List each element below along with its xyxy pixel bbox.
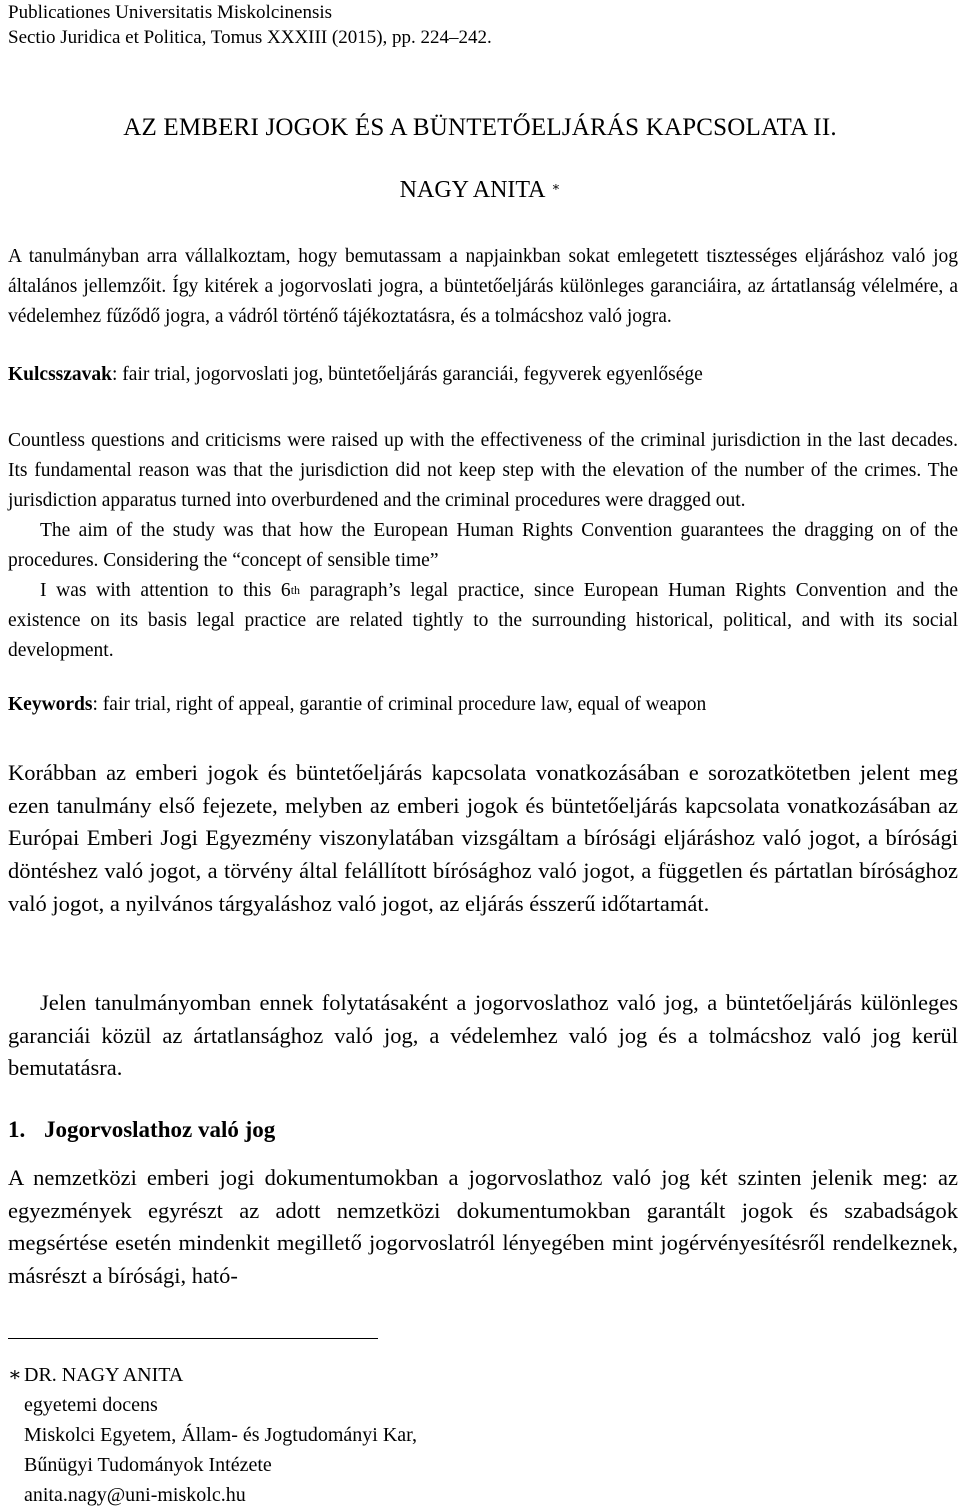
journal-volume: Sectio Juridica et Politica, Tomus XXXIII (2015), pp. 224–242.	[8, 27, 492, 48]
footnote-author-name: DR. NAGY ANITA	[24, 1364, 184, 1386]
journal-header	[8, 0, 492, 50]
abstract-en-p3-start: I was with attention to this 6	[40, 580, 291, 601]
footnote-institution: Miskolci Egyetem, Állam- és Jogtudományi Kar,	[24, 1424, 418, 1446]
keywords-hu-label: Kulcsszavak	[8, 364, 113, 385]
keywords-en-label: Keywords	[8, 694, 93, 715]
author-name: NAGY ANITA	[399, 177, 546, 203]
abstract-en-paragraph-2: The aim of the study was that how the European Human Rights Convention guarantees the dragging on of the procedures. Considering the “concept of sensible time”	[8, 520, 958, 571]
keywords-english	[8, 690, 958, 720]
footnote-author-line	[8, 1360, 417, 1390]
keywords-hungarian	[8, 360, 958, 390]
footnote-divider	[8, 1338, 378, 1339]
footnote-marker: ∗	[8, 1364, 22, 1386]
author-footnote-marker[interactable]: ∗	[551, 179, 561, 194]
abstract-en-paragraph-3	[8, 576, 958, 666]
footnote-email[interactable]: anita.nagy@uni-miskolc.hu	[24, 1484, 246, 1506]
section-1-paragraph: A nemzetközi emberi jogi dokumentumokban a jogorvoslathoz való jog két szinten jelenik meg: az egyezmények egyrészt az adott nemzetközi dokumentumokban garantált jogok és szabadságok megsértése esetén mindenkit megillető jogorvoslatról lényegében mint jogérvényesítésről rendelkeznek, másrészt a bírósági, ható-	[8, 1165, 958, 1289]
section-heading	[8, 1117, 275, 1143]
abstract-hungarian: A tanulmányban arra vállalkoztam, hogy bemutassam a napjainkban sokat emlegetett tisztességes eljáráshoz való jog általános jellemzőit. Így kitérek a jogorvoslati jogra, a büntetőeljárás különleges garanciáira, az ártatlanság vélelmére, a védelemhez fűződő jogra, a vádról történő tájékoztatásra, és a tolmácshoz való jogra.	[8, 246, 958, 327]
paper-title: AZ EMBERI JOGOK ÉS A BÜNTETŐELJÁRÁS KAPCSOLATA II.	[123, 114, 837, 141]
journal-name: Publicationes Universitatis Miskolcinensis	[8, 2, 333, 23]
intro-paragraph-2: Jelen tanulmányomban ennek folytatásaként a jogorvoslathoz való jog, a büntetőeljárás különleges garanciái közül az ártatlansághoz való jog, a védelemhez való jog és a tolmácshoz való jog kerül bemutatásra.	[8, 990, 958, 1081]
keywords-hu-text: : fair trial, jogorvoslati jog, büntetőeljárás garanciái, fegyverek egyenlősége	[112, 364, 703, 385]
intro-paragraph-1: Korábban az emberi jogok és büntetőeljárás kapcsolata vonatkozásában e sorozatkötetben jelent meg ezen tanulmány első fejezete, melyben az emberi jogok és büntetőeljárás kapcsolata vonatkozásában az Európai Emberi Jogi Egyezmény viszonylatában vizsgáltam a bírósági eljáráshoz való jogot, a bírósági döntéshez való jogot, a törvény által felállított bírósághoz való jogot, a független és pártatlan bírósághoz való jogot, a nyilvános tárgyaláshoz való jogot, az eljárás ésszerű időtartamát.	[8, 760, 958, 916]
footnote-role: egyetemi docens	[24, 1394, 158, 1416]
abstract-en-p3-end: paragraph’s legal practice, since European Human Rights Convention and the existence on its basis legal practice are related tightly to the surrounding historical, political, and with its social development.	[8, 580, 958, 661]
ordinal-suffix: th	[290, 583, 301, 597]
footnote-department: Bűnügyi Tudományok Intézete	[24, 1454, 272, 1476]
section-number: 1.	[8, 1117, 26, 1142]
footnote	[8, 1360, 417, 1510]
author-line	[0, 177, 960, 204]
keywords-en-text: : fair trial, right of appeal, garantie of criminal procedure law, equal of weapon	[92, 694, 707, 715]
abstract-en-paragraph-1: Countless questions and criticisms were raised up with the effectiveness of the criminal jurisdiction in the last decades. Its fundamental reason was that the jurisdiction did not keep step with the elevation of the number of the crimes. The jurisdiction apparatus turned into overburdened and the criminal procedures were dragged out.	[8, 430, 958, 511]
section-title: Jogorvoslathoz való jog	[44, 1117, 276, 1142]
abstract-english	[8, 426, 958, 666]
